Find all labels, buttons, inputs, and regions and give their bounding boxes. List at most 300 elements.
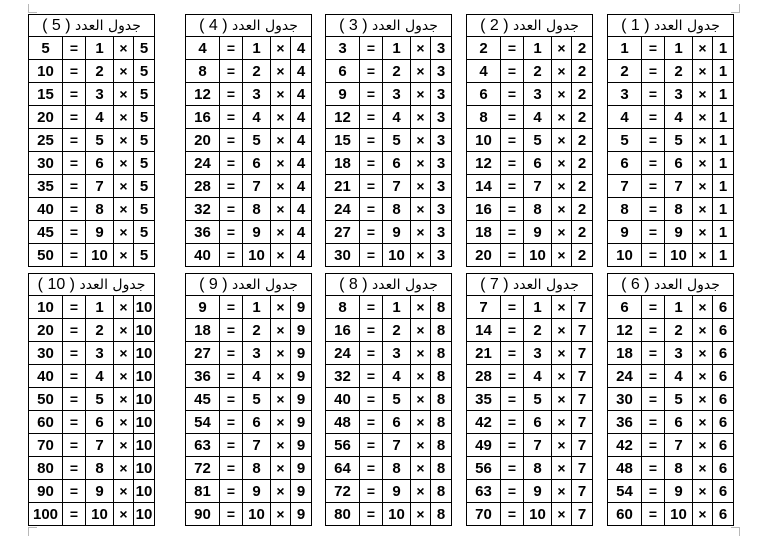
base-number-cell: 6 [713, 503, 734, 526]
multiplier-cell: 7 [243, 434, 271, 457]
product-cell: 35 [467, 388, 501, 411]
times-sign: × [114, 480, 134, 503]
equals-sign: = [220, 106, 243, 129]
table-title-number: ( 9 ) [199, 275, 228, 293]
equals-sign: = [220, 434, 243, 457]
product-cell: 16 [326, 319, 360, 342]
multiplier-cell: 6 [243, 411, 271, 434]
multiplier-cell: 1 [524, 296, 552, 319]
base-number-cell: 1 [713, 106, 734, 129]
product-cell: 8 [186, 60, 220, 83]
times-sign: × [271, 244, 291, 267]
table-row [326, 296, 452, 319]
base-number-cell: 7 [572, 411, 593, 434]
base-number-cell: 8 [431, 319, 452, 342]
multiplication-table-6 [607, 273, 734, 526]
equals-sign: = [501, 480, 524, 503]
product-cell: 60 [29, 411, 63, 434]
times-sign: × [411, 37, 431, 60]
times-sign: × [271, 388, 291, 411]
multiplier-cell: 2 [524, 60, 552, 83]
base-number-cell: 10 [134, 480, 155, 503]
base-number-cell: 1 [713, 175, 734, 198]
times-sign: × [552, 152, 572, 175]
equals-sign: = [642, 434, 665, 457]
table-row [186, 457, 312, 480]
multiplier-cell: 6 [383, 411, 411, 434]
table-row [29, 198, 155, 221]
times-sign: × [411, 175, 431, 198]
equals-sign: = [63, 83, 86, 106]
base-number-cell: 1 [713, 152, 734, 175]
equals-sign: = [63, 106, 86, 129]
product-cell: 21 [467, 342, 501, 365]
equals-sign: = [501, 342, 524, 365]
equals-sign: = [642, 37, 665, 60]
table-row [467, 365, 593, 388]
multiplier-cell: 4 [86, 365, 114, 388]
equals-sign: = [642, 83, 665, 106]
base-number-cell: 8 [431, 411, 452, 434]
equals-sign: = [360, 37, 383, 60]
base-number-cell: 4 [291, 106, 312, 129]
table-row [186, 198, 312, 221]
base-number-cell: 8 [431, 457, 452, 480]
multiplication-table-8 [325, 273, 452, 526]
table-row [29, 175, 155, 198]
multiplier-cell: 3 [86, 83, 114, 106]
equals-sign: = [642, 129, 665, 152]
table-row [467, 457, 593, 480]
base-number-cell: 6 [713, 457, 734, 480]
multiplier-cell: 9 [665, 221, 693, 244]
product-cell: 10 [29, 60, 63, 83]
base-number-cell: 2 [572, 106, 593, 129]
table-row [608, 434, 734, 457]
table-row [326, 480, 452, 503]
product-cell: 4 [608, 106, 642, 129]
product-cell: 20 [29, 319, 63, 342]
base-number-cell: 9 [291, 503, 312, 526]
equals-sign: = [220, 37, 243, 60]
multiplier-cell: 10 [383, 503, 411, 526]
table-row [186, 503, 312, 526]
equals-sign: = [501, 198, 524, 221]
base-number-cell: 7 [572, 342, 593, 365]
equals-sign: = [360, 434, 383, 457]
base-number-cell: 7 [572, 457, 593, 480]
base-number-cell: 6 [713, 434, 734, 457]
times-sign: × [114, 244, 134, 267]
multiplier-cell: 7 [383, 434, 411, 457]
multiplication-table-3 [325, 14, 452, 267]
product-cell: 6 [608, 296, 642, 319]
multiplier-cell: 5 [86, 129, 114, 152]
multiplier-cell: 8 [86, 198, 114, 221]
times-sign: × [552, 503, 572, 526]
page-corner-mark [28, 4, 37, 13]
times-sign: × [114, 457, 134, 480]
table-row [186, 244, 312, 267]
multiplier-cell: 8 [524, 198, 552, 221]
multiplier-cell: 1 [86, 296, 114, 319]
table-title [29, 15, 155, 37]
product-cell: 36 [608, 411, 642, 434]
times-sign: × [552, 457, 572, 480]
equals-sign: = [220, 83, 243, 106]
multiplier-cell: 5 [86, 388, 114, 411]
times-sign: × [693, 244, 713, 267]
table-row [326, 198, 452, 221]
equals-sign: = [360, 365, 383, 388]
times-sign: × [114, 37, 134, 60]
table-row [467, 244, 593, 267]
product-cell: 21 [326, 175, 360, 198]
times-sign: × [411, 319, 431, 342]
product-cell: 32 [326, 365, 360, 388]
times-sign: × [114, 152, 134, 175]
base-number-cell: 3 [431, 83, 452, 106]
base-number-cell: 5 [134, 37, 155, 60]
multiplier-cell: 3 [524, 83, 552, 106]
table-row [186, 411, 312, 434]
times-sign: × [552, 365, 572, 388]
base-number-cell: 2 [572, 221, 593, 244]
product-cell: 5 [29, 37, 63, 60]
product-cell: 5 [608, 129, 642, 152]
equals-sign: = [63, 175, 86, 198]
multiplier-cell: 7 [665, 434, 693, 457]
product-cell: 20 [467, 244, 501, 267]
equals-sign: = [360, 106, 383, 129]
base-number-cell: 1 [713, 37, 734, 60]
product-cell: 35 [29, 175, 63, 198]
equals-sign: = [220, 411, 243, 434]
multiplier-cell: 2 [383, 60, 411, 83]
multiplier-cell: 10 [243, 244, 271, 267]
base-number-cell: 8 [431, 388, 452, 411]
times-sign: × [552, 411, 572, 434]
equals-sign: = [642, 365, 665, 388]
equals-sign: = [501, 60, 524, 83]
product-cell: 27 [186, 342, 220, 365]
equals-sign: = [501, 129, 524, 152]
table-row [608, 296, 734, 319]
multiplier-cell: 6 [86, 152, 114, 175]
multiplier-cell: 7 [243, 175, 271, 198]
equals-sign: = [63, 60, 86, 83]
product-cell: 72 [186, 457, 220, 480]
equals-sign: = [63, 296, 86, 319]
base-number-cell: 2 [572, 175, 593, 198]
times-sign: × [114, 198, 134, 221]
base-number-cell: 10 [134, 296, 155, 319]
multiplier-cell: 3 [665, 83, 693, 106]
multiplier-cell: 7 [383, 175, 411, 198]
times-sign: × [271, 129, 291, 152]
times-sign: × [693, 319, 713, 342]
table-title [326, 15, 452, 37]
multiplier-cell: 8 [383, 198, 411, 221]
table-row [29, 434, 155, 457]
table-title-number: ( 5 ) [42, 16, 71, 34]
equals-sign: = [501, 221, 524, 244]
times-sign: × [271, 319, 291, 342]
table-title-number: ( 1 ) [621, 16, 650, 34]
base-number-cell: 2 [572, 83, 593, 106]
table-row [29, 83, 155, 106]
times-sign: × [411, 129, 431, 152]
base-number-cell: 5 [134, 129, 155, 152]
multiplier-cell: 7 [86, 434, 114, 457]
base-number-cell: 6 [713, 342, 734, 365]
base-number-cell: 6 [713, 480, 734, 503]
equals-sign: = [642, 480, 665, 503]
times-sign: × [693, 480, 713, 503]
times-sign: × [271, 480, 291, 503]
table-row [29, 129, 155, 152]
table-row [467, 198, 593, 221]
multiplier-cell: 9 [86, 221, 114, 244]
equals-sign: = [501, 175, 524, 198]
product-cell: 7 [608, 175, 642, 198]
times-sign: × [114, 296, 134, 319]
table-row [326, 175, 452, 198]
table-row [608, 37, 734, 60]
times-sign: × [552, 342, 572, 365]
product-cell: 10 [467, 129, 501, 152]
multiplier-cell: 1 [524, 37, 552, 60]
base-number-cell: 7 [572, 296, 593, 319]
times-sign: × [114, 60, 134, 83]
base-number-cell: 8 [431, 365, 452, 388]
table-title-word: جدول العدد [513, 17, 579, 34]
base-number-cell: 5 [134, 106, 155, 129]
base-number-cell: 9 [291, 480, 312, 503]
times-sign: × [693, 60, 713, 83]
base-number-cell: 3 [431, 37, 452, 60]
equals-sign: = [63, 198, 86, 221]
times-sign: × [411, 411, 431, 434]
base-number-cell: 4 [291, 152, 312, 175]
table-row [608, 175, 734, 198]
table-title-word: جدول العدد [232, 276, 298, 293]
product-cell: 28 [186, 175, 220, 198]
table-row [467, 296, 593, 319]
product-cell: 40 [326, 388, 360, 411]
equals-sign: = [642, 175, 665, 198]
product-cell: 24 [608, 365, 642, 388]
equals-sign: = [220, 319, 243, 342]
table-row [608, 342, 734, 365]
product-cell: 80 [29, 457, 63, 480]
table-row [29, 60, 155, 83]
table-row [467, 411, 593, 434]
multiplier-cell: 2 [665, 319, 693, 342]
equals-sign: = [501, 106, 524, 129]
table-title [186, 15, 312, 37]
product-cell: 70 [467, 503, 501, 526]
base-number-cell: 3 [431, 175, 452, 198]
product-cell: 18 [326, 152, 360, 175]
multiplier-cell: 1 [665, 296, 693, 319]
base-number-cell: 3 [431, 221, 452, 244]
multiplier-cell: 8 [86, 457, 114, 480]
base-number-cell: 6 [713, 411, 734, 434]
table-row [326, 83, 452, 106]
multiplier-cell: 3 [524, 342, 552, 365]
table-row [186, 480, 312, 503]
equals-sign: = [220, 480, 243, 503]
equals-sign: = [220, 198, 243, 221]
product-cell: 14 [467, 175, 501, 198]
table-row [326, 221, 452, 244]
table-title-number: ( 6 ) [621, 275, 650, 293]
equals-sign: = [220, 60, 243, 83]
table-title-word: جدول العدد [232, 17, 298, 34]
times-sign: × [552, 129, 572, 152]
equals-sign: = [63, 480, 86, 503]
product-cell: 10 [29, 296, 63, 319]
multiplier-cell: 7 [86, 175, 114, 198]
base-number-cell: 2 [572, 37, 593, 60]
base-number-cell: 10 [134, 365, 155, 388]
product-cell: 20 [186, 129, 220, 152]
product-cell: 15 [326, 129, 360, 152]
times-sign: × [271, 457, 291, 480]
product-cell: 54 [186, 411, 220, 434]
table-title [326, 274, 452, 296]
table-row [608, 365, 734, 388]
multiplier-cell: 6 [383, 152, 411, 175]
product-cell: 45 [186, 388, 220, 411]
multiplier-cell: 5 [383, 388, 411, 411]
equals-sign: = [501, 152, 524, 175]
multiplier-cell: 4 [524, 365, 552, 388]
times-sign: × [552, 198, 572, 221]
multiplier-cell: 9 [524, 221, 552, 244]
equals-sign: = [501, 411, 524, 434]
product-cell: 81 [186, 480, 220, 503]
times-sign: × [271, 152, 291, 175]
times-sign: × [411, 365, 431, 388]
table-title-number: ( 10 ) [37, 275, 76, 293]
page-corner-mark [28, 527, 37, 536]
table-row [608, 244, 734, 267]
product-cell: 4 [467, 60, 501, 83]
times-sign: × [552, 296, 572, 319]
table-row [186, 434, 312, 457]
product-cell: 3 [608, 83, 642, 106]
table-row [467, 175, 593, 198]
multiplier-cell: 9 [383, 480, 411, 503]
table-row [467, 129, 593, 152]
table-title-word: جدول العدد [79, 276, 146, 293]
times-sign: × [552, 480, 572, 503]
base-number-cell: 10 [134, 411, 155, 434]
multiplier-cell: 6 [665, 411, 693, 434]
base-number-cell: 7 [572, 319, 593, 342]
multiplier-cell: 1 [383, 296, 411, 319]
times-sign: × [114, 365, 134, 388]
multiplier-cell: 6 [243, 152, 271, 175]
table-row [608, 319, 734, 342]
table-row [467, 480, 593, 503]
base-number-cell: 1 [713, 244, 734, 267]
equals-sign: = [642, 342, 665, 365]
multiplier-cell: 9 [665, 480, 693, 503]
multiplier-cell: 10 [665, 503, 693, 526]
multiplier-cell: 5 [665, 388, 693, 411]
product-cell: 42 [467, 411, 501, 434]
base-number-cell: 9 [291, 319, 312, 342]
product-cell: 40 [29, 198, 63, 221]
table-row [326, 106, 452, 129]
product-cell: 20 [29, 106, 63, 129]
equals-sign: = [501, 503, 524, 526]
table-title [186, 274, 312, 296]
multiplier-cell: 4 [243, 365, 271, 388]
table-row [467, 388, 593, 411]
table-row [326, 60, 452, 83]
table-row [608, 83, 734, 106]
product-cell: 15 [29, 83, 63, 106]
multiplier-cell: 2 [243, 60, 271, 83]
base-number-cell: 10 [134, 457, 155, 480]
times-sign: × [114, 319, 134, 342]
multiplier-cell: 2 [383, 319, 411, 342]
table-row [186, 60, 312, 83]
table-row [608, 129, 734, 152]
multiplier-cell: 5 [524, 129, 552, 152]
multiplier-cell: 1 [86, 37, 114, 60]
table-title [608, 15, 734, 37]
times-sign: × [114, 388, 134, 411]
product-cell: 24 [326, 198, 360, 221]
table-row [186, 106, 312, 129]
table-row [326, 152, 452, 175]
equals-sign: = [501, 319, 524, 342]
table-title-number: ( 2 ) [480, 16, 509, 34]
multiplier-cell: 9 [524, 480, 552, 503]
equals-sign: = [63, 319, 86, 342]
equals-sign: = [501, 296, 524, 319]
times-sign: × [693, 434, 713, 457]
table-title [608, 274, 734, 296]
times-sign: × [552, 244, 572, 267]
table-row [467, 221, 593, 244]
product-cell: 90 [29, 480, 63, 503]
product-cell: 63 [467, 480, 501, 503]
equals-sign: = [360, 296, 383, 319]
base-number-cell: 9 [291, 296, 312, 319]
table-row [608, 457, 734, 480]
base-number-cell: 2 [572, 129, 593, 152]
times-sign: × [693, 457, 713, 480]
equals-sign: = [501, 457, 524, 480]
product-cell: 7 [467, 296, 501, 319]
product-cell: 18 [467, 221, 501, 244]
times-sign: × [114, 83, 134, 106]
multiplier-cell: 6 [524, 152, 552, 175]
table-row [608, 503, 734, 526]
times-sign: × [552, 37, 572, 60]
product-cell: 70 [29, 434, 63, 457]
equals-sign: = [642, 411, 665, 434]
table-row [29, 296, 155, 319]
multiplier-cell: 3 [383, 342, 411, 365]
table-row [29, 365, 155, 388]
